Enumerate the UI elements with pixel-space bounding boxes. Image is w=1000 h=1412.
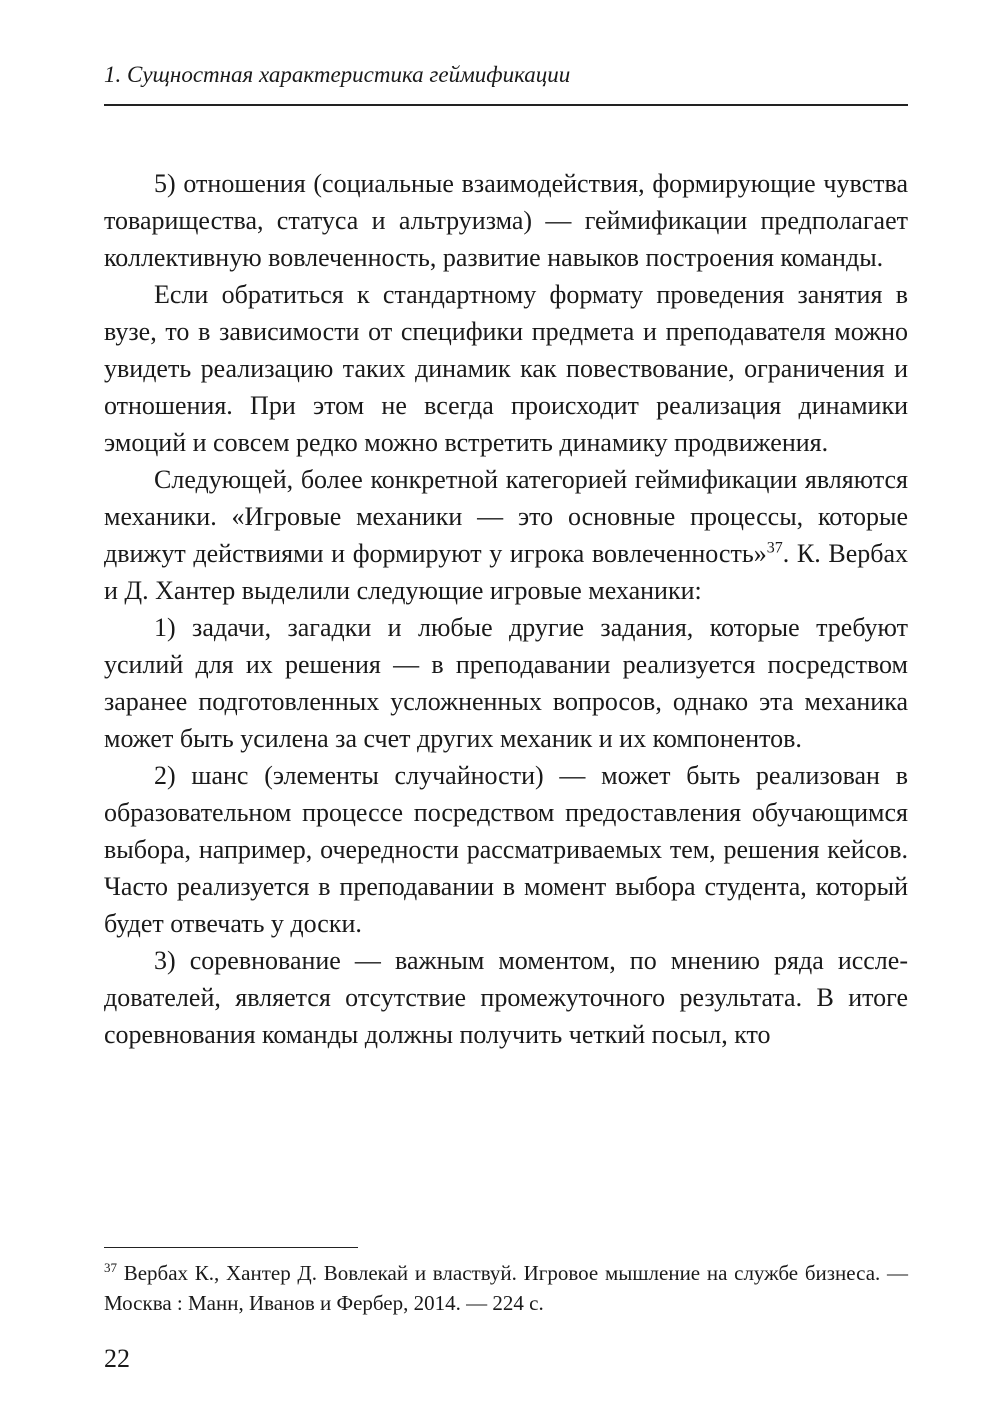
page-number: 22: [104, 1344, 130, 1373]
paragraph-mechanics-intro: [104, 461, 908, 609]
footnote: [104, 1258, 908, 1318]
paragraph-text: Следующей, более конкретной категорией геймификации являются механики. «Игровые механики — это основные процессы, которые движут действиями и формируют у игрока вовлеченность»: [104, 465, 908, 568]
paragraph-competition: 3) соревнование — важным моментом, по мнению ряда исследователей, является отсутствие промежуточного результата. В итоге соревнования команды должны получить четкий посыл, кто: [104, 946, 908, 1049]
body-text: [104, 165, 908, 1053]
footnote-text: Вербах К., Хантер Д. Вовлекай и властвуй. Игровое мышление на службе бизнеса. — Москва : Манн, Иванов и Фербер, 2014. — 224 с.: [104, 1261, 908, 1315]
paragraph-chance: 2) шанс (элементы случайности) — может быть реализован в образовательном процессе посредством предоставления обучающимся выбора, например, очередности рассматриваемых тем, решения кейсов. Часто реализуется в преподавании в момент выбора студента, который будет отвечать у доски.: [104, 761, 908, 938]
footnote-divider: [104, 1247, 358, 1248]
paragraph-relations: 5) отношения (социальные взаимодействия, формирующие чувства товарищества, статуса и альтруизма) — геймификации предполагает коллективную вовлеченность, развитие навыков построения команды.: [104, 169, 908, 272]
footnote-number: 37: [104, 1260, 117, 1275]
paragraph-challenges: 1) задачи, загадки и любые другие задания, которые требуют усилий для их решения — в преподавании реализуется посредством заранее подготовленных усложненных вопросов, однако эта механика может быть усилена за счет других механик и их компонентов.: [104, 613, 908, 753]
paragraph-text: . К. Вербах и Д. Хантер выделили следующие игровые механики:: [104, 539, 908, 605]
paragraph-university-format: Если обратиться к стандартному формату проведения занятия в вузе, то в зависимости от специфики предмета и преподавателя можно увидеть реализацию таких динамик как повествование, ограничения и отношения. При этом не всегда происходит реализация динамики эмоций и совсем редко можно встретить динамику продвижения.: [104, 280, 908, 457]
running-header: 1. Сущностная характеристика геймификации: [104, 62, 571, 87]
footnote-reference[interactable]: 37: [766, 539, 783, 557]
header-divider: [104, 104, 908, 106]
